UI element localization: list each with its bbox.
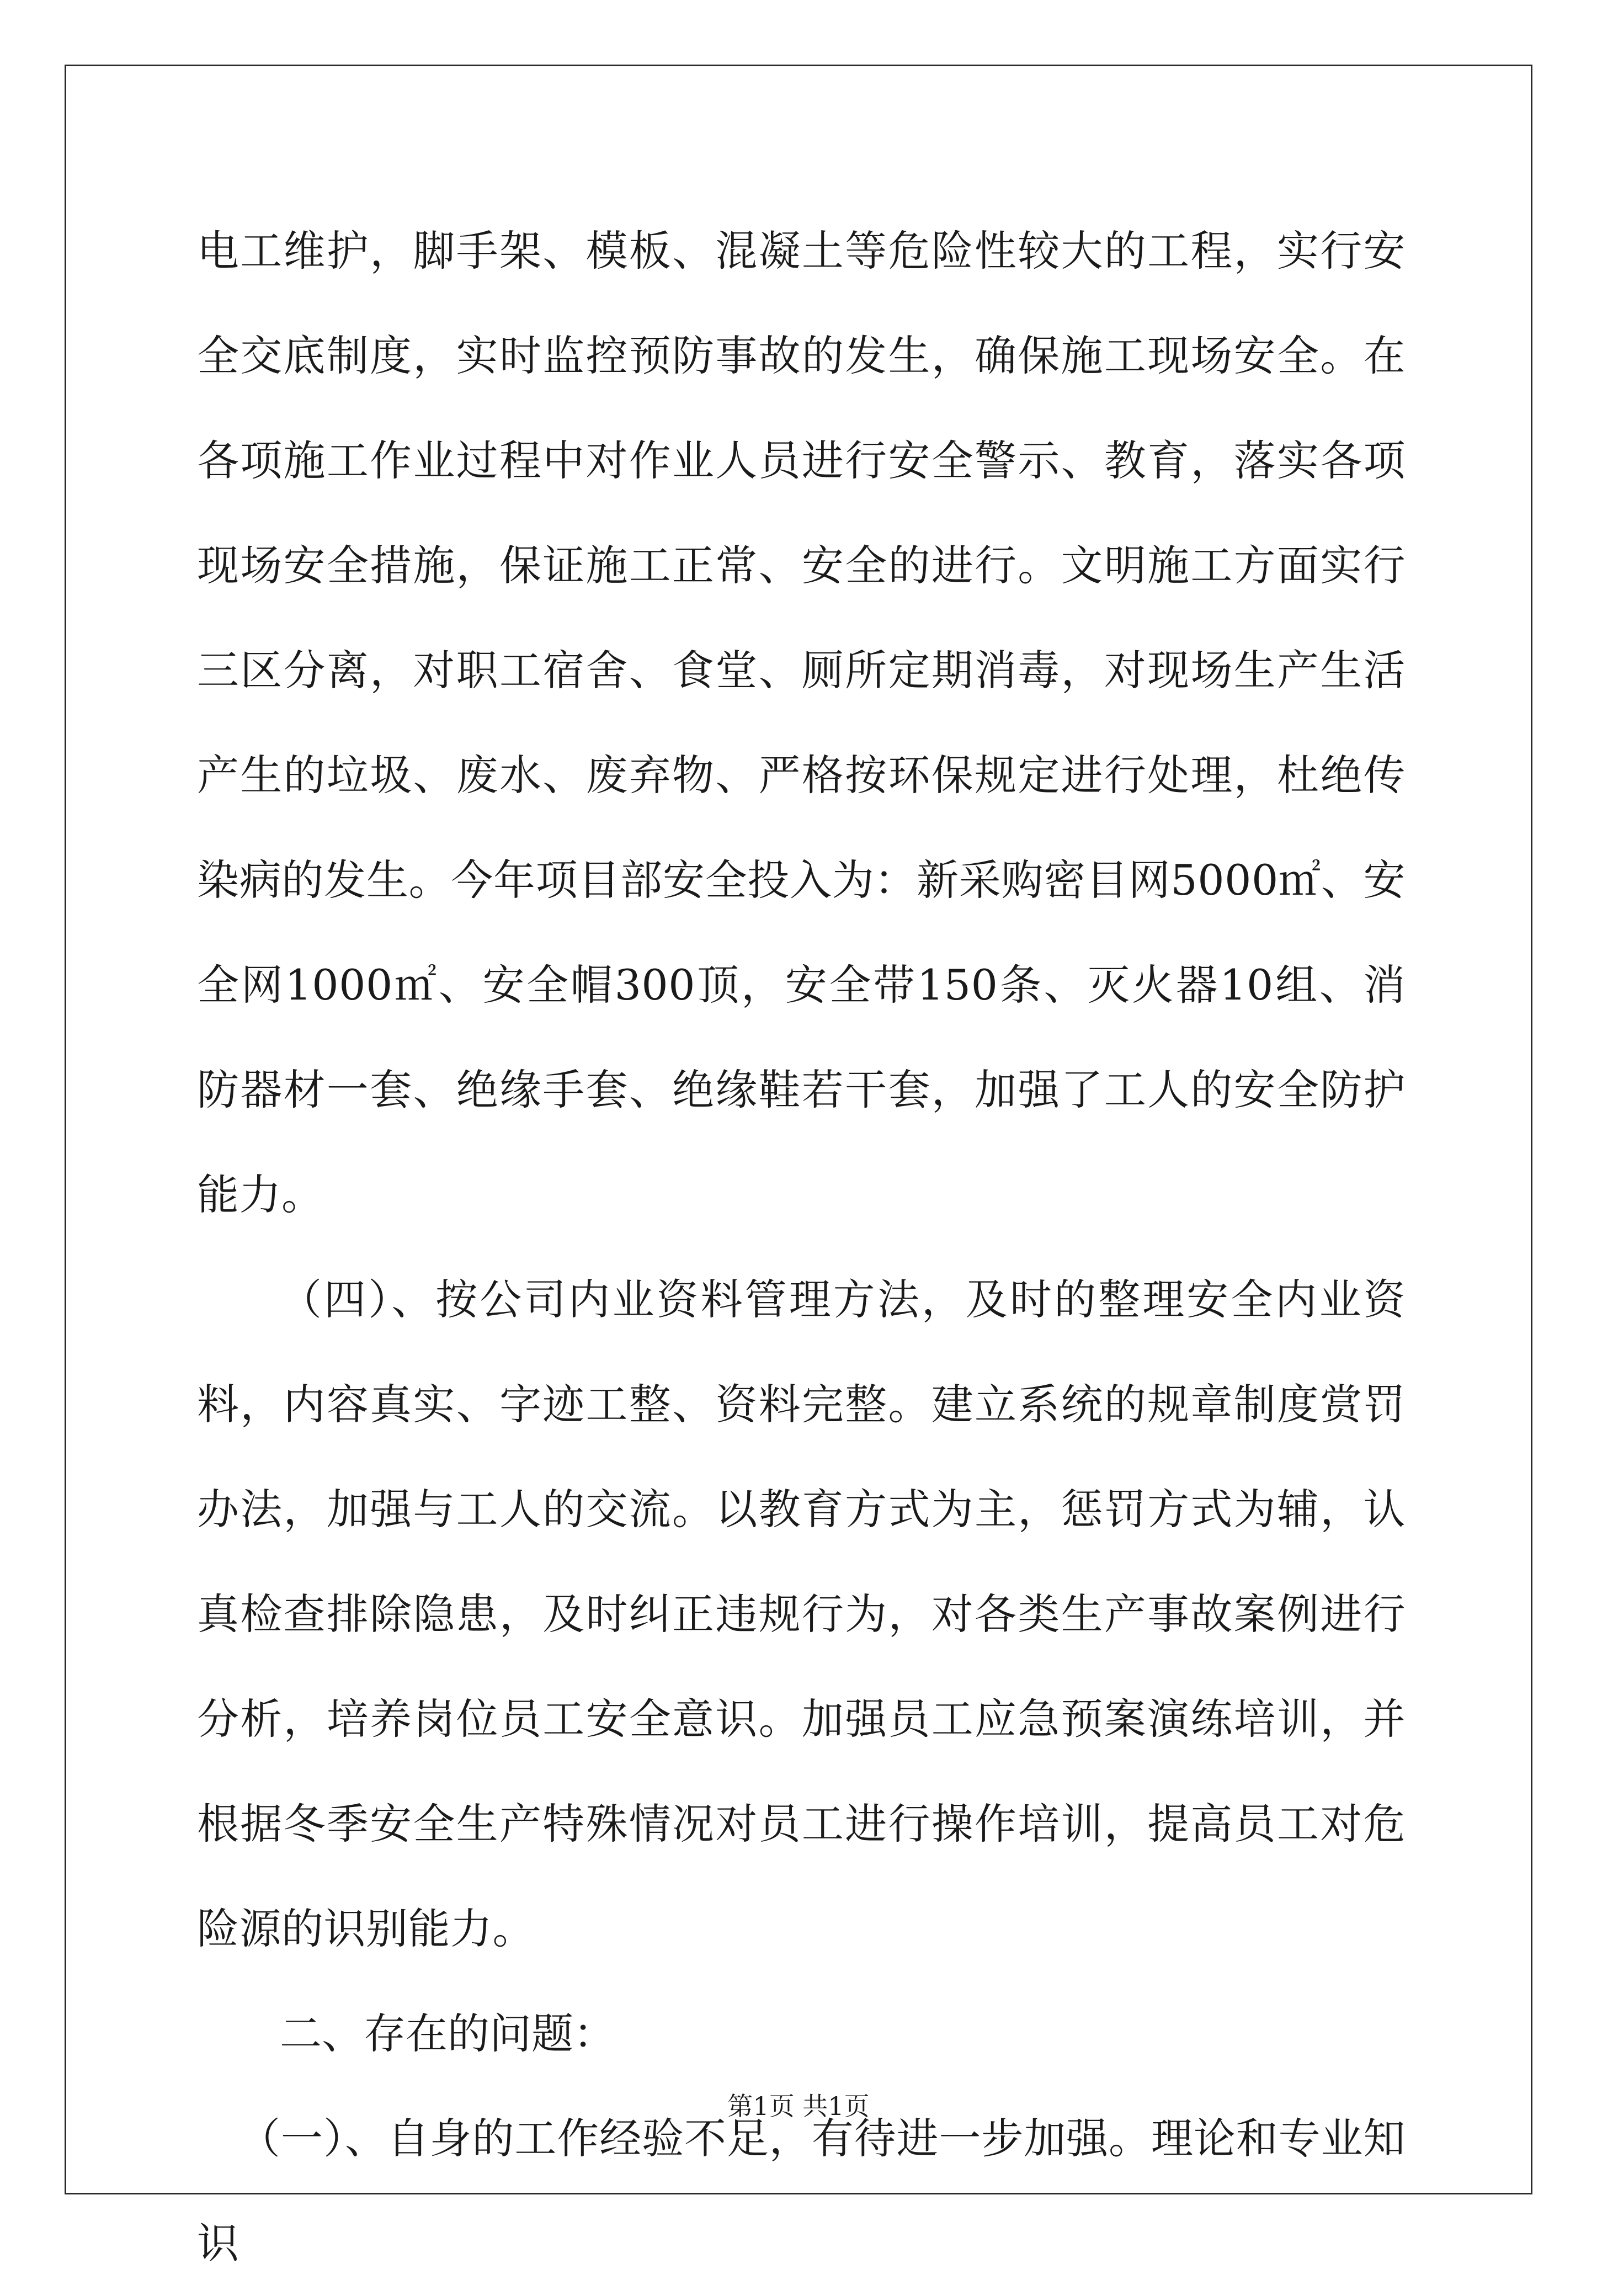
document-body xyxy=(197,199,1406,2296)
paragraph-problem-one: （一）、自身的工作经验不足，有待进一步加强。理论和专业知识 xyxy=(197,2114,1406,2268)
paragraph-internal-records: （四）、按公司内业资料管理方法，及时的整理安全内业资料，内容真实、字迹工整、资料完整。建立系统的规章制度赏罚办法，加强与工人的交流。以教育方式为主，惩罚方式为辅，认真检查排除隐患，及时纠正违规行为，对各类生产事故案例进行分析，培养岗位员工安全意识。加强员工应急预案演练培训，并根据冬季安全生产特殊情况对员工进行操作培训，提高员工对危险源的识别能力。 xyxy=(197,1275,1406,1953)
paragraph-safety-measures: 电工维护，脚手架、模板、混凝土等危险性较大的工程，实行安全交底制度，实时监控预防事故的发生，确保施工现场安全。在各项施工作业过程中对作业人员进行安全警示、教育，落实各项现场安全措施，保证施工正常、安全的进行。文明施工方面实行三区分离，对职工宿舍、食堂、厕所定期消毒，对现场生产生活产生的垃圾、废水、废弃物、严格按环保规定进行处理，杜绝传染病的发生。今年项目部安全投入为：新采购密目网5000㎡、安全网1000㎡、安全帽300顶，安全带150条、灭火器10组、消防器材一套、绝缘手套、绝缘鞋若干套，加强了工人的安全防护能力。 xyxy=(197,226,1406,1219)
page-number-footer: 第1页 共1页 xyxy=(727,2091,870,2121)
section-heading-problems: 二、存在的问题： xyxy=(280,2009,615,2058)
